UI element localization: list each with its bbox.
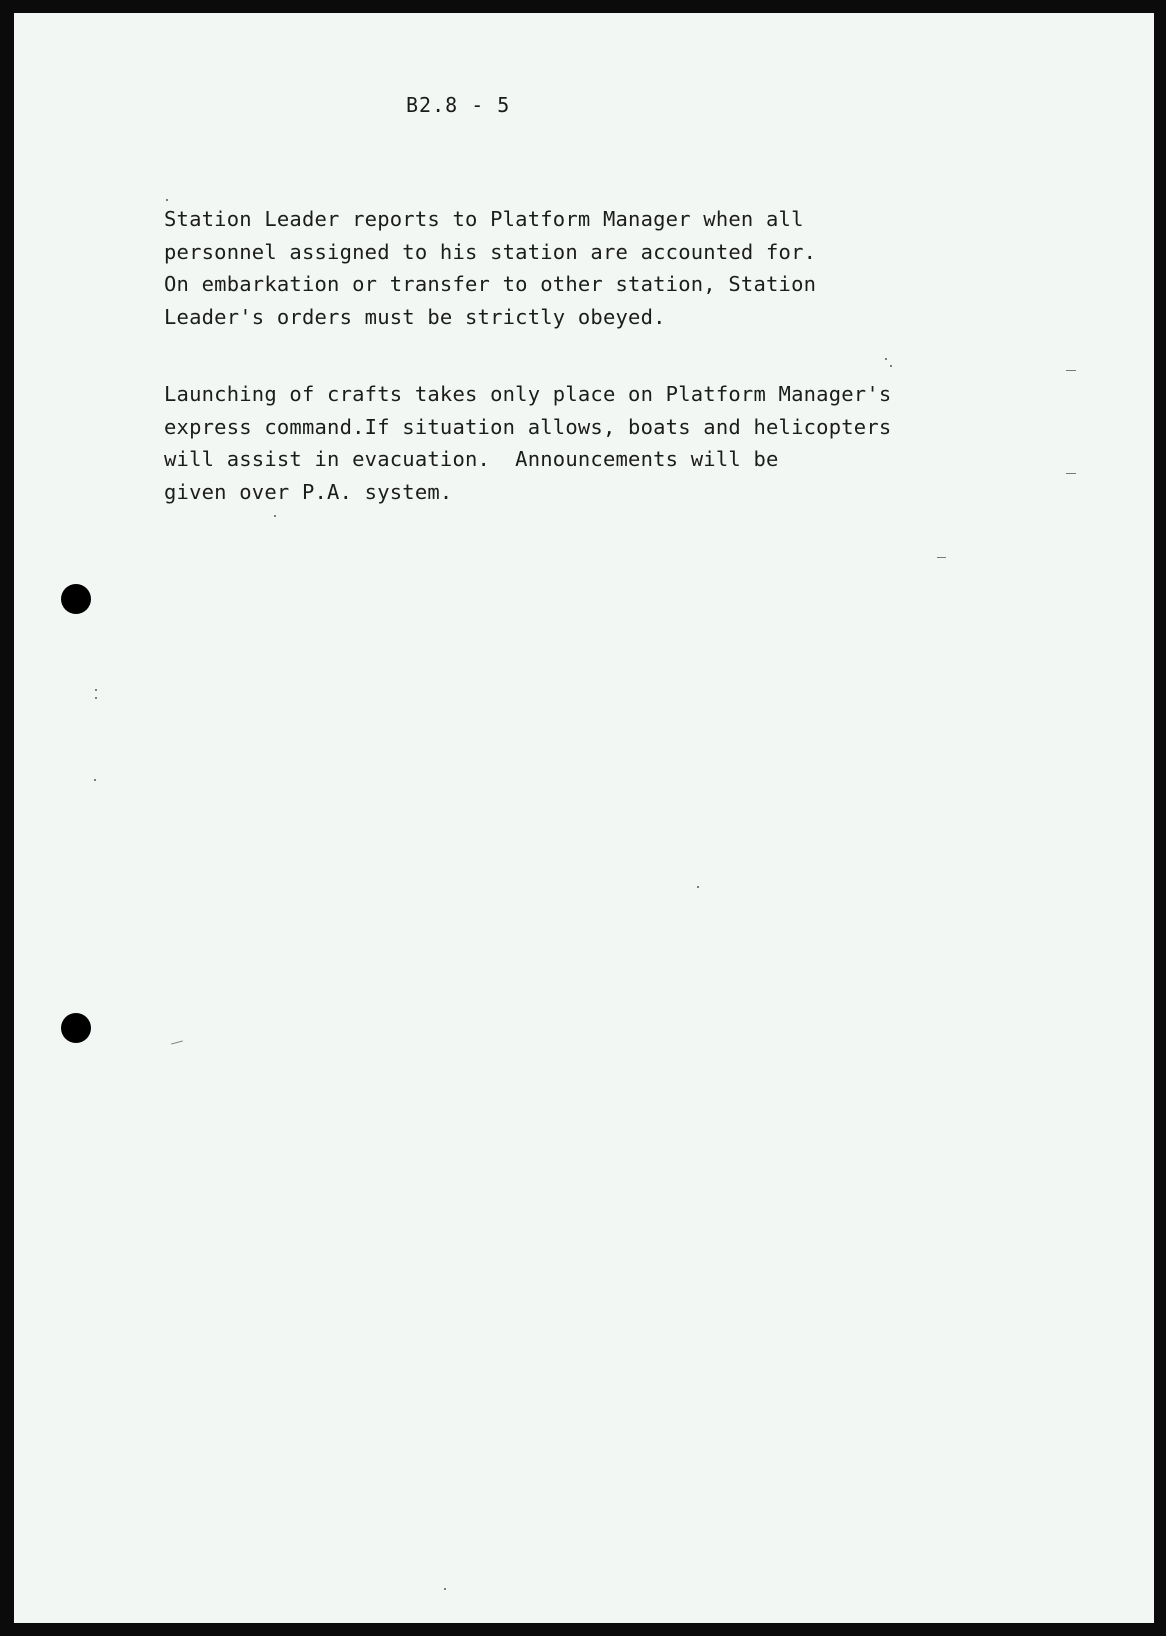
scan-speck <box>890 365 892 367</box>
punch-hole-top <box>61 584 91 614</box>
document-page <box>14 13 1154 1623</box>
scan-mark <box>171 1040 183 1044</box>
scan-mark <box>937 557 946 558</box>
paragraph-line: given over P.A. system. <box>164 479 453 504</box>
punch-hole-bottom <box>61 1013 91 1043</box>
paragraph-launching <box>164 378 891 508</box>
paragraph-line: Station Leader reports to Platform Manager when all <box>164 207 804 231</box>
paragraph-station-leader <box>164 203 816 333</box>
paragraph-line: Leader's orders must be strictly obeyed. <box>164 304 666 329</box>
page-number: B2.8 - 5 <box>406 93 511 117</box>
scan-speck <box>885 358 887 360</box>
paragraph-line: personnel assigned to his station are accounted for. <box>164 239 817 264</box>
scan-speck <box>274 515 276 517</box>
scan-speck <box>95 697 97 699</box>
paragraph-line: express command.If situation allows, boats and helicopters <box>164 414 892 439</box>
scan-speck <box>697 886 699 888</box>
scan-speck <box>94 779 96 781</box>
scan-speck <box>166 199 168 201</box>
scan-mark <box>1066 370 1076 371</box>
scan-mark <box>1066 473 1076 474</box>
paragraph-line: Launching of crafts takes only place on Platform Manager's <box>164 382 892 406</box>
paragraph-line: On embarkation or transfer to other station, Station <box>164 272 817 296</box>
scan-speck <box>95 689 97 691</box>
scan-speck <box>444 1588 446 1590</box>
paragraph-line: will assist in evacuation. Announcements will be <box>164 447 779 471</box>
